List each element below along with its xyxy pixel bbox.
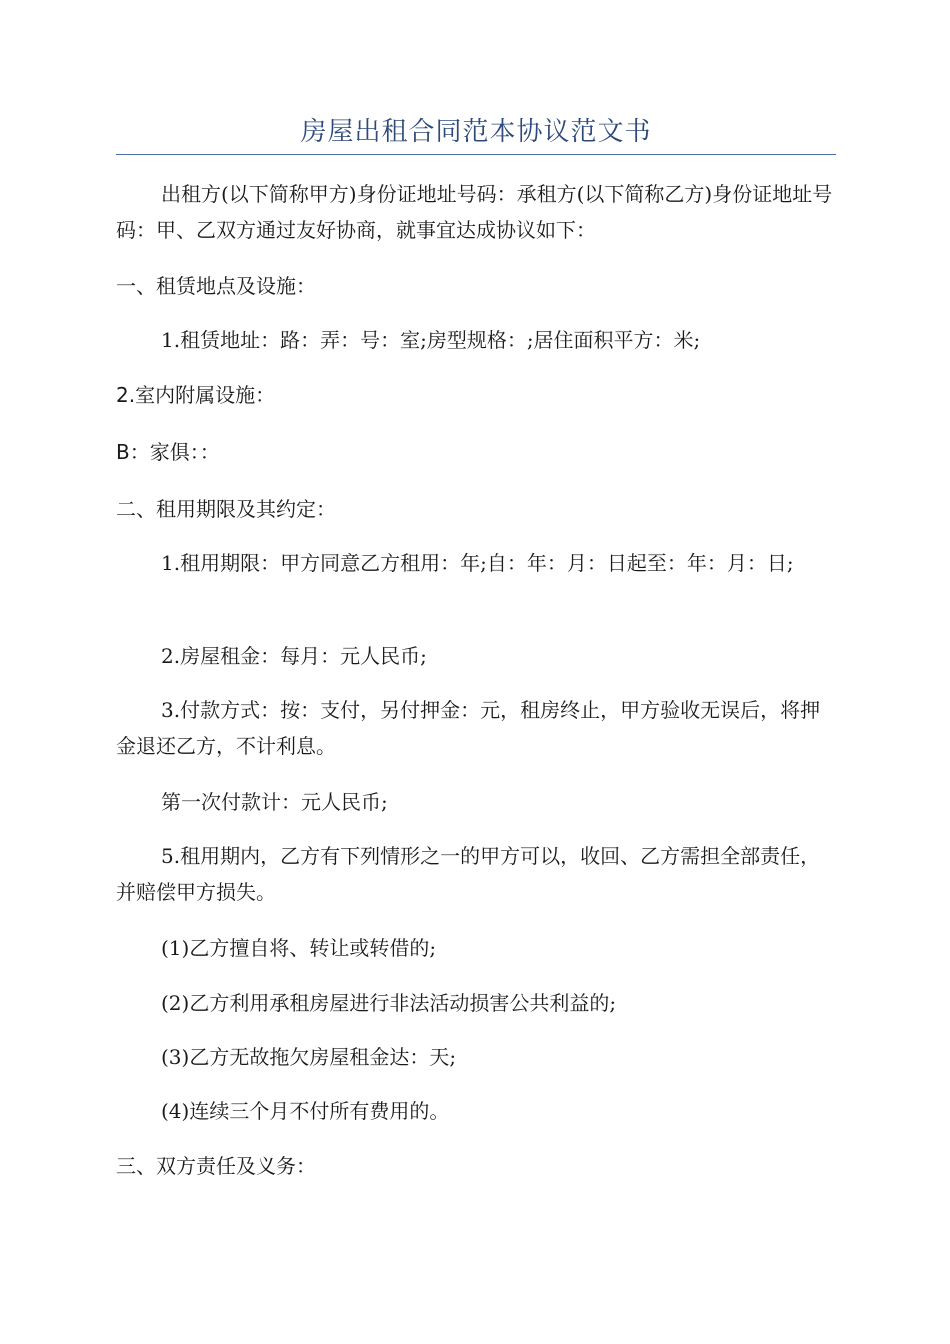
clause-paragraph: B：家俱：： <box>116 440 220 464</box>
clause-item: (4)连续三个月不付所有费用的。 <box>161 1099 450 1123</box>
clause-item: (1)乙方擅自将、转让或转借的; <box>161 936 437 960</box>
clause-item: (2)乙方利用承租房屋进行非法活动损害公共利益的; <box>161 991 617 1015</box>
clause-paragraph: 3.付款方式：按：支付，另付押金：元，租房终止，甲方验收无误后，将押金退还乙方，不计利息。 <box>116 698 821 758</box>
clause-paragraph: 1.租用期限：甲方同意乙方租用：年;自：年：月：日起至：年：月：日; <box>161 551 794 575</box>
section-heading-1: 一、租赁地点及设施： <box>116 274 316 298</box>
clause-paragraph: 1.租赁地址：路：弄：号：室;房型规格：;居住面积平方：米; <box>161 328 701 352</box>
section-heading-3: 三、双方责任及义务： <box>116 1154 316 1178</box>
clause-paragraph: 2.房屋租金：每月：元人民币; <box>161 644 427 668</box>
clause-paragraph: 5.租用期内，乙方有下列情形之一的甲方可以，收回、乙方需担全部责任，并赔偿甲方损失。 <box>116 844 821 904</box>
clause-paragraph: 第一次付款计：元人民币; <box>161 790 388 814</box>
document-title: 房屋出租合同范本协议范文书 <box>300 117 652 147</box>
intro-paragraph: 出租方(以下简称甲方)身份证地址号码：承租方(以下简称乙方)身份证地址号码：甲、乙双方通过友好协商，就事宜达成协议如下： <box>116 182 833 242</box>
section-heading-2: 二、租用期限及其约定： <box>116 497 336 521</box>
clause-item: (3)乙方无故拖欠房屋租金达：天; <box>161 1045 457 1069</box>
title-underline <box>116 154 836 155</box>
clause-paragraph: 2.室内附属设施： <box>116 383 276 407</box>
